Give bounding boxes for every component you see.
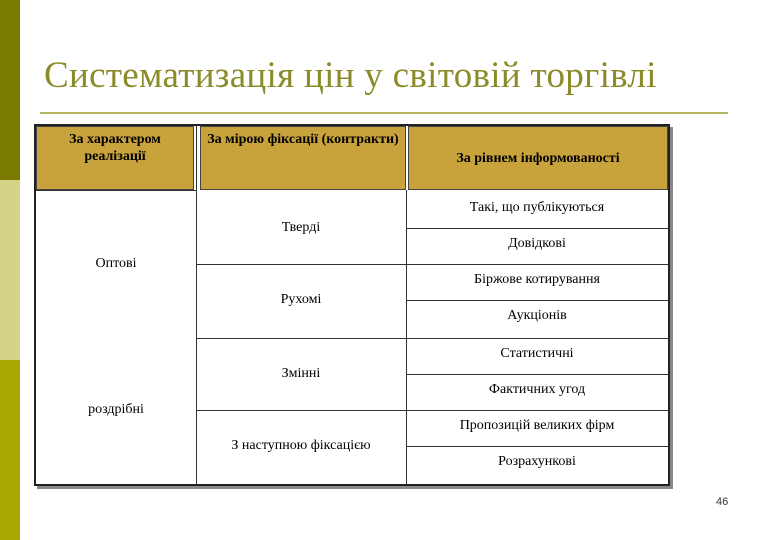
sidebar-block-bottom (0, 360, 20, 540)
fixation-movable: Рухомі (280, 292, 322, 307)
header-by-realization: За характером реалізації (36, 126, 194, 190)
info-calculated: Розрахункові (498, 454, 576, 469)
slide-title: Систематизація цін у світовій торгівлі (44, 55, 657, 96)
info-published: Такі, що публікуються (469, 200, 605, 215)
realization-wholesale: Оптові (95, 256, 137, 271)
fixation-fixed: Тверді (281, 220, 321, 235)
info-large-firm-offers: Пропозицій великих фірм (459, 418, 615, 433)
title-underline (40, 112, 728, 114)
price-classification-table (34, 124, 670, 486)
info-actual-deals: Фактичних угод (488, 382, 586, 397)
page-number: 46 (716, 496, 729, 508)
header-by-information: За рівнем інформованості (408, 126, 668, 190)
info-auctions: Аукціонів (507, 308, 567, 323)
sidebar-block-top (0, 0, 20, 180)
info-exchange-quotes: Біржове котирування (474, 272, 600, 287)
row-line-col1-top (36, 190, 196, 191)
info-statistical: Статистичні (500, 346, 574, 361)
realization-retail: роздрібні (88, 402, 144, 417)
fixation-subsequent: З наступною фіксацією (231, 438, 371, 453)
info-reference: Довідкові (508, 236, 566, 251)
fixation-variable: Змінні (281, 366, 321, 381)
decorative-sidebar (0, 0, 20, 540)
sidebar-block-middle (0, 180, 20, 360)
header-by-fixation: За мірою фіксації (контракти) (200, 126, 406, 190)
